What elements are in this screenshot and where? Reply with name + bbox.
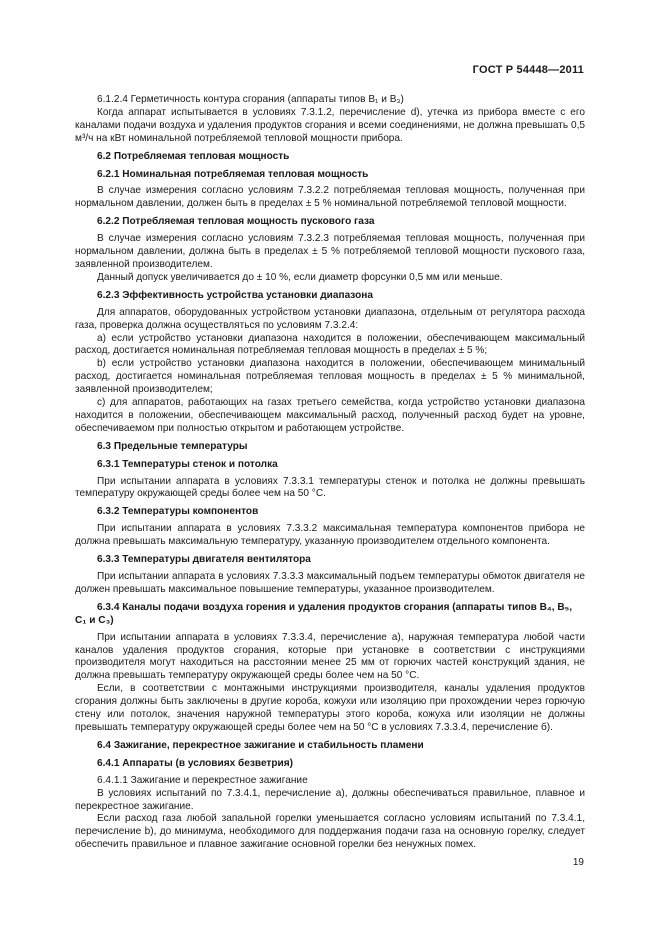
paragraph: Когда аппарат испытывается в условиях 7.3.1.2, перечисление d), утечка из прибора вместе с его каналами подачи воздуха и удаления продуктов сгорания и всеми соединениями, не должна превышать 0,5 м³/ч на кВт номинальной потребляемой тепловой мощности прибора.: [75, 106, 585, 144]
paragraph: Для аппаратов, оборудованных устройством установки диапазона, отдельным от регулятора расхода газа, проверка должна осуществляться по условиям 7.3.2.4:: [75, 306, 585, 331]
list-item: a) если устройство установки диапазона находится в положении, обеспечивающем максимальный расход, достигается номинальная потребляемая тепловая мощность в пределах ± 5 %;: [75, 332, 585, 357]
section-heading: 6.2.3 Эффективность устройства установки диапазона: [97, 289, 373, 301]
paragraph: В условиях испытаний по 7.3.4.1, перечисление а), должны обеспечиваться правильное, плавное и перекрестное зажигание.: [75, 787, 585, 812]
document-id: ГОСТ Р 54448—2011: [472, 64, 584, 76]
paragraph: При испытании аппарата в условиях 7.3.3.4, перечисление а), наружная температура любой части каналов удаления продуктов сгорания, которые при установке в соответствии с инструкциями производителя могут находиться на расстоянии менее 25 мм от горючих частей конструкций здания, не должна превышать температуру окружающей среды более чем на 50 °С.: [75, 631, 585, 682]
paragraph: Если расход газа любой запальной горелки уменьшается согласно условиям испытаний по 7.3.4.1, перечисление b), до минимума, необходимого для поддержания подачи газа на основную горелку, следует обеспечить правильное и плавное зажигание основной горелки без ненужных помех.: [75, 813, 585, 851]
document-body: [75, 94, 585, 852]
paragraph: Если, в соответствии с монтажными инструкциями производителя, каналы удаления продуктов сгорания должны быть заключены в другие короба, кожухи или изоляцию при прохождении через горючую стену или потолок, значения наружной температуры этого короба, кожуха или изоляции не должны превышать температуру окружающей среды более чем на 50 °С в условиях 7.3.3.4, перечисление б).: [75, 683, 585, 733]
section-heading: 6.3 Предельные температуры: [97, 440, 248, 452]
list-item: b) если устройство установки диапазона находится в положении, обеспечивающем минимальный расход, достигается номинальная потребляемая тепловая мощность в пределах ± 5 % минимальной, заявленной производителем;: [75, 358, 585, 396]
section-heading: 6.4 Зажигание, перекрестное зажигание и стабильность пламени: [97, 739, 424, 751]
page-number: 19: [572, 857, 584, 868]
section-heading: 6.3.1 Температуры стенок и потолка: [97, 458, 278, 470]
paragraph: Данный допуск увеличивается до ± 10 %, если диаметр форсунки 0,5 мм или меньше.: [97, 271, 503, 283]
paragraph: 6.1.2.4 Герметичность контура сгорания (аппараты типов B₁ и B₃): [97, 94, 404, 105]
section-heading: 6.2.2 Потребляемая тепловая мощность пускового газа: [97, 216, 375, 228]
section-heading: 6.3.3 Температуры двигателя вентилятора: [97, 554, 311, 566]
paragraph: При испытании аппарата в условиях 7.3.3.3 максимальный подъем температуры обмоток двигателя не должен превышать максимальное повышение температуры, указанное производителем.: [75, 571, 585, 595]
paragraph: При испытании аппарата в условиях 7.3.3.2 максимальная температура компонентов прибора не должна превышать максимальную температуру, указанную производителем отдельного компонента.: [75, 523, 585, 548]
paragraph: В случае измерения согласно условиям 7.3.2.2 потребляемая тепловая мощность, полученная при нормальном давлении, должен быть в пределах ± 5 % номинальной потребляемой тепловой мощности.: [75, 185, 585, 210]
paragraph: При испытании аппарата в условиях 7.3.3.1 температуры стенок и потолка не должны превышать температуру окружающей среды более чем на 50 °С.: [75, 475, 585, 500]
section-heading: 6.2 Потребляемая тепловая мощность: [97, 150, 290, 162]
list-item: c) для аппаратов, работающих на газах третьего семейства, когда устройство установки диапазона находится в положении, обеспечивающем максимальный расход, полученный расход будет на уровне, обеспечиваемом при полностью открытом и работающем устройстве.: [75, 397, 585, 434]
paragraph: 6.4.1.1 Зажигание и перекрестное зажигание: [97, 774, 308, 786]
section-heading: 6.2.1 Номинальная потребляемая тепловая мощность: [97, 168, 369, 180]
section-heading: 6.4.1 Аппараты (в условиях безветрия): [97, 757, 293, 769]
paragraph: В случае измерения согласно условиям 7.3.2.3 потребляемая тепловая мощность, полученная при нормальном давлении, должна быть в пределах ± 5 % потребляемой тепловой мощности пускового газа, заявленной производителем.: [75, 233, 585, 270]
section-heading: 6.3.4 Каналы подачи воздуха горения и удаления продуктов сгорания (аппараты типов B₄, B₅, C₁ и C₃): [75, 601, 573, 626]
section-heading: 6.3.2 Температуры компонентов: [97, 506, 259, 518]
